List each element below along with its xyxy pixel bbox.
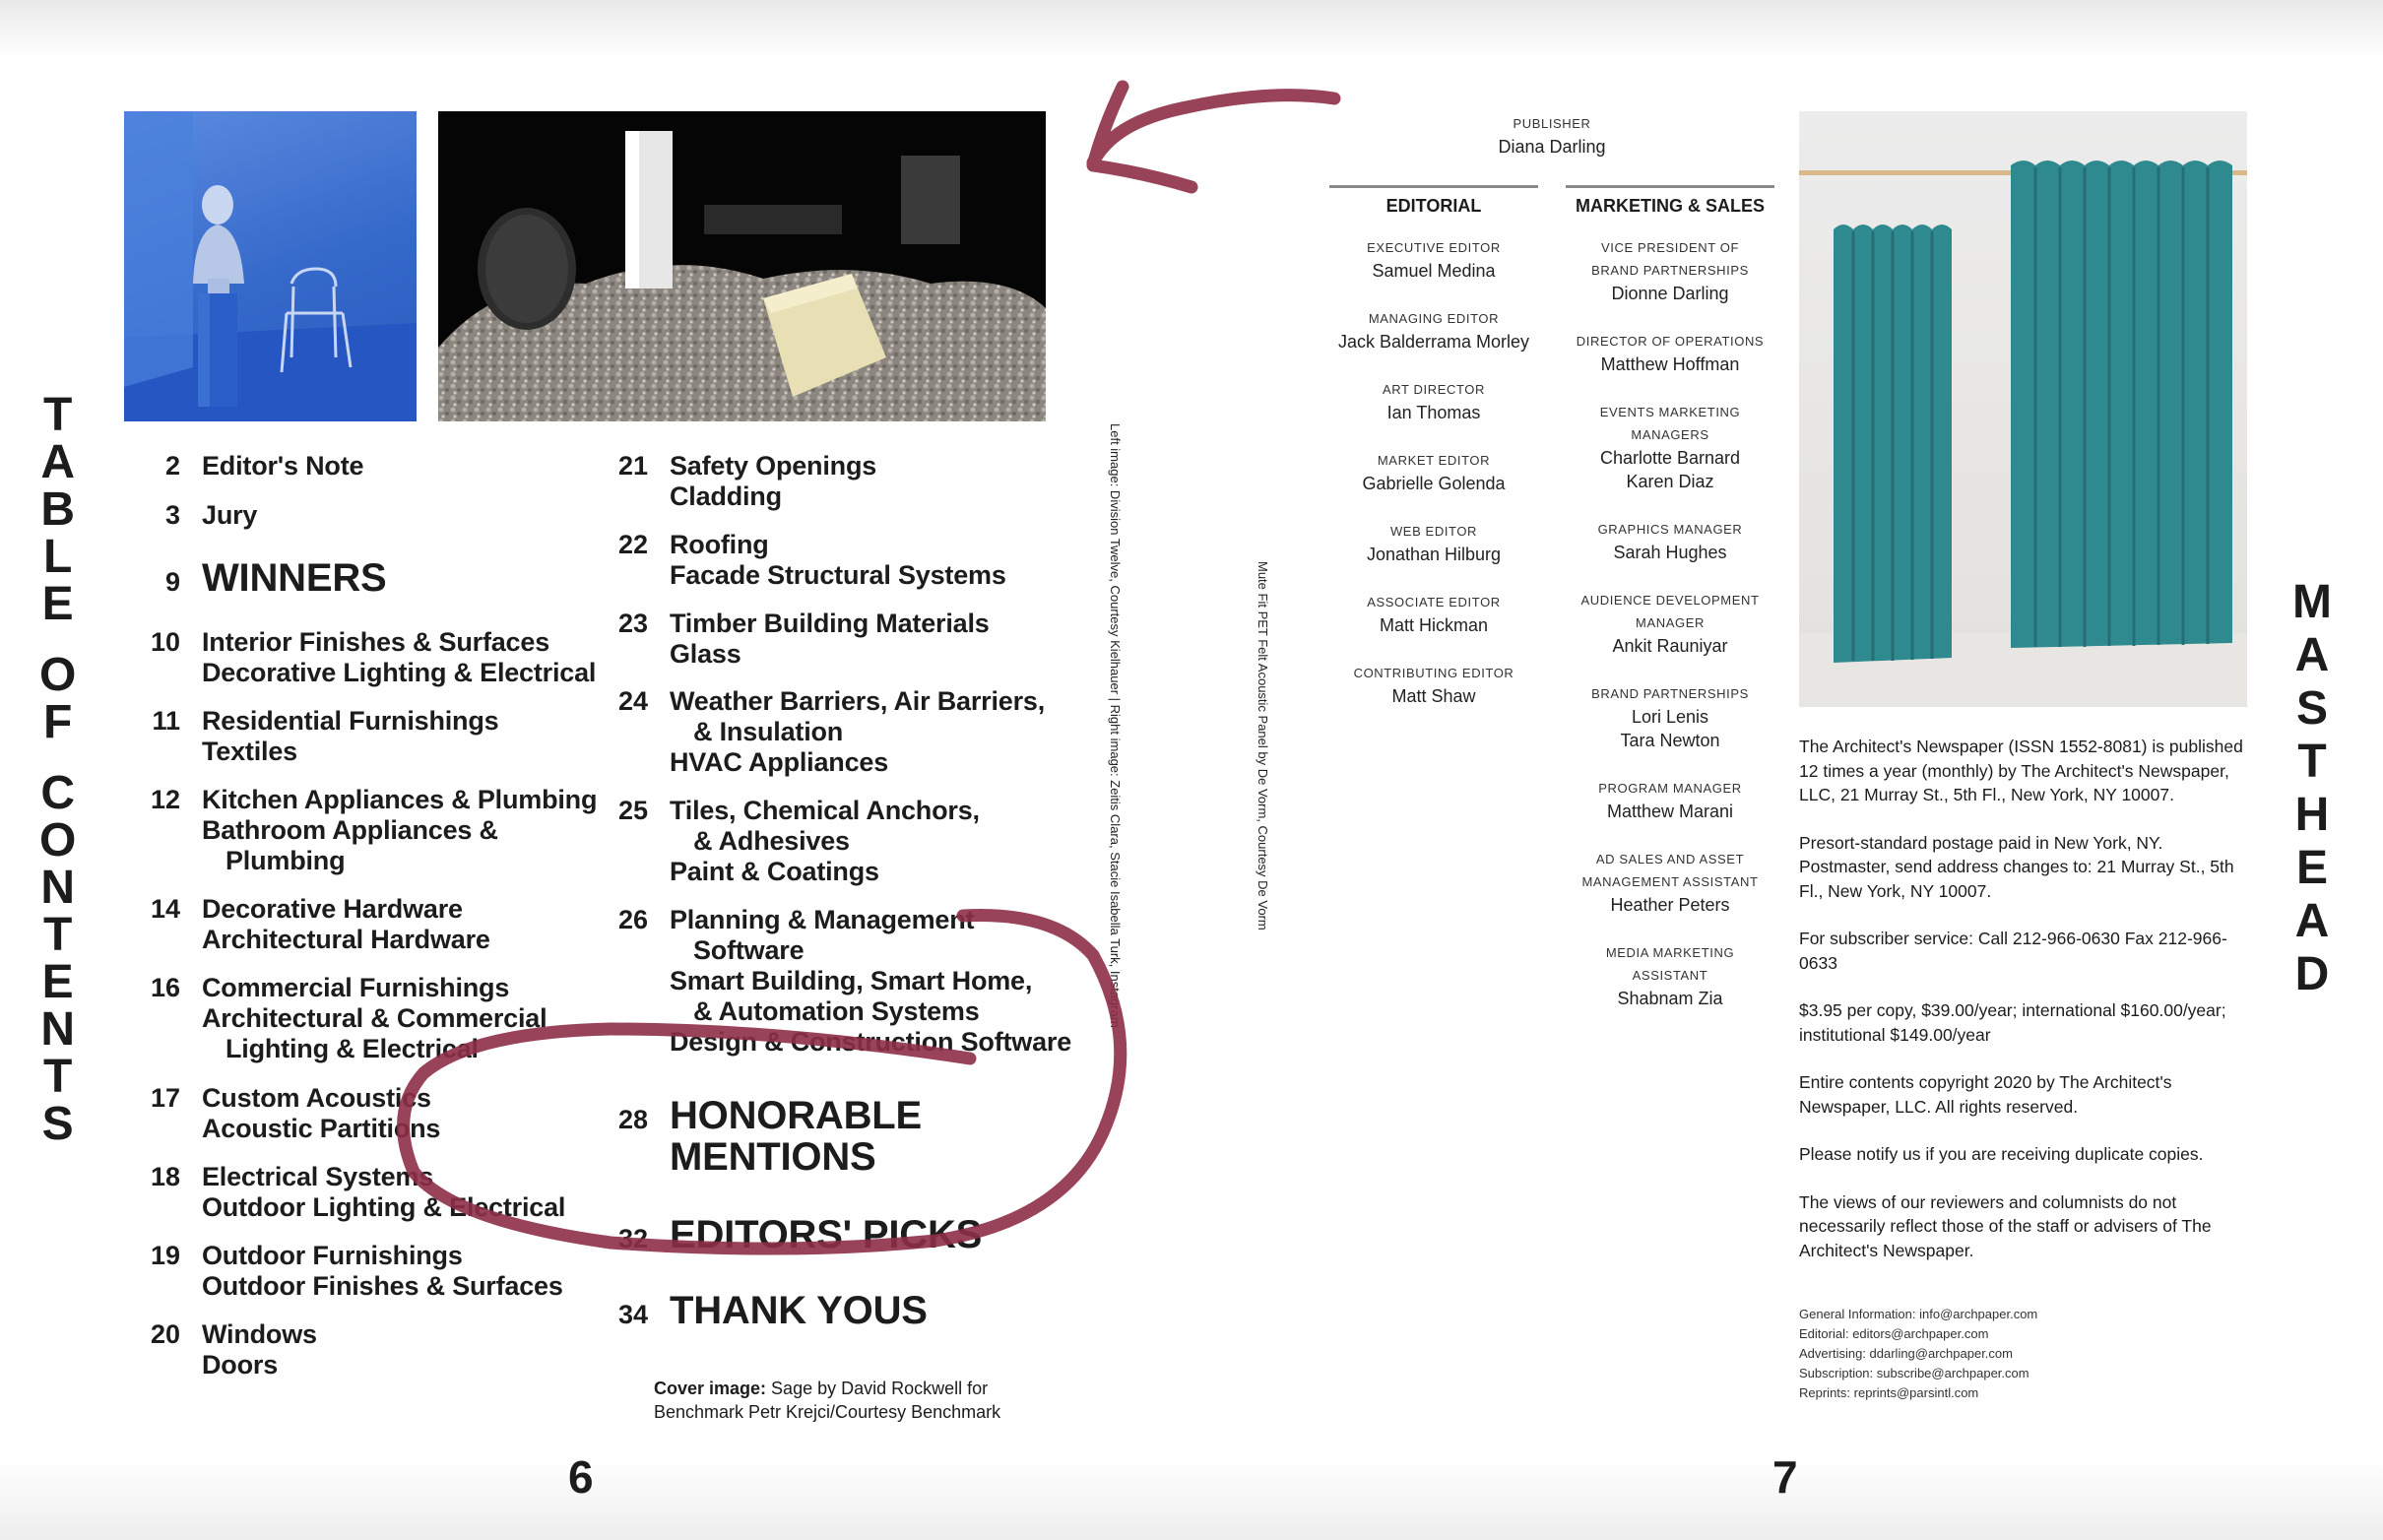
- title-letter: E: [41, 956, 74, 1008]
- title-letter: N: [40, 1003, 75, 1056]
- title-letter: M: [2292, 576, 2332, 628]
- masthead-entry: [1324, 662, 1543, 708]
- right-photo-credit: Mute Fit PET Felt Acoustic Panel by De Vorm, Courtesy De Vorm: [1256, 561, 1270, 930]
- toc-page-number: 12: [150, 785, 180, 814]
- publisher-role: PUBLISHER: [1513, 116, 1591, 131]
- masthead-name: Charlotte Barnard: [1599, 448, 1741, 468]
- toc-page-number: 26: [617, 905, 648, 934]
- toc-entry[interactable]: [123, 451, 363, 481]
- toc-line: Outdoor Furnishings: [202, 1241, 463, 1270]
- masthead-name: Matthew Marani: [1606, 802, 1734, 821]
- editorial-column: [1324, 236, 1543, 733]
- masthead-name: Tara Newton: [1620, 731, 1720, 750]
- toc-entry[interactable]: [591, 609, 990, 670]
- toc-line: HVAC Appliances: [670, 747, 889, 777]
- info-paragraph: The views of our reviewers and columnists do not necessarily reflect those of the staff or advisers of The Architect's Newspaper.: [1799, 1191, 2212, 1260]
- toc-line: Windows: [202, 1319, 317, 1349]
- masthead-role: MANAGERS: [1631, 427, 1709, 442]
- title-letter: N: [40, 862, 75, 914]
- toc-entry[interactable]: [123, 1319, 317, 1380]
- masthead-role: DIRECTOR OF OPERATIONS: [1576, 334, 1765, 349]
- toc-line: Editor's Note: [202, 451, 364, 481]
- masthead-vertical-title: [2292, 576, 2332, 1004]
- toc-page-number: 28: [617, 1105, 648, 1134]
- toc-line: Outdoor Lighting & Electrical: [202, 1192, 566, 1222]
- toc-page-number: 3: [164, 500, 180, 530]
- toc-line: Doors: [202, 1350, 279, 1380]
- masthead-entry: [1324, 449, 1543, 495]
- title-letter: A: [40, 436, 75, 488]
- toc-line: WINNERS: [202, 556, 387, 600]
- toc-line: EDITORS' PICKS: [670, 1213, 983, 1256]
- toc-line: Lighting & Electrical: [225, 1034, 479, 1063]
- masthead-role: AD SALES AND ASSET: [1595, 852, 1745, 866]
- toc-line: Architectural Hardware: [202, 925, 490, 954]
- masthead-entry: [1561, 589, 1779, 658]
- title-letter: H: [2294, 789, 2330, 841]
- masthead-role: ART DIRECTOR: [1383, 382, 1485, 397]
- title-letter: S: [2295, 682, 2328, 735]
- masthead-entry: [1561, 941, 1779, 1010]
- masthead-entry: [1324, 520, 1543, 566]
- cover-credit-label: Cover image:: [654, 1379, 767, 1398]
- cover-credit: [654, 1377, 1000, 1424]
- masthead-name: Jack Balderrama Morley: [1337, 332, 1530, 352]
- toc-line: Interior Finishes & Surfaces: [202, 627, 550, 657]
- toc-page-number: 25: [617, 796, 648, 825]
- toc-line: Residential Furnishings: [202, 706, 499, 736]
- masthead-entry: [1324, 378, 1543, 424]
- toc-line: Cladding: [670, 481, 782, 511]
- toc-line: Custom Acoustics: [202, 1083, 431, 1113]
- editorial-heading: EDITORIAL: [1385, 196, 1482, 216]
- toc-page-number: 18: [150, 1162, 180, 1191]
- marketing-rule: [1566, 185, 1774, 188]
- cover-credit-text: Sage by David Rockwell for: [766, 1379, 989, 1398]
- toc-entry[interactable]: [591, 905, 1071, 1058]
- toc-page-number: 20: [150, 1319, 180, 1349]
- title-letter: C: [40, 767, 75, 819]
- editorial-rule: [1329, 185, 1538, 188]
- masthead-entry: [1561, 236, 1779, 305]
- masthead-entry: [1561, 401, 1779, 493]
- toc-entry[interactable]: [123, 1083, 440, 1144]
- toc-entry[interactable]: [123, 557, 387, 599]
- masthead-role: MANAGEMENT ASSISTANT: [1581, 874, 1759, 889]
- masthead-name: Heather Peters: [1610, 895, 1730, 915]
- toc-line: Electrical Systems: [202, 1162, 434, 1191]
- toc-page-number: 9: [164, 567, 180, 597]
- toc-entry[interactable]: [123, 1241, 563, 1302]
- publication-info: [1799, 735, 2254, 1286]
- masthead-role: PROGRAM MANAGER: [1598, 781, 1742, 796]
- toc-line: Architectural & Commercial: [202, 1003, 547, 1033]
- title-letter: S: [41, 1098, 74, 1150]
- toc-entry[interactable]: [123, 785, 597, 876]
- masthead-entry: [1561, 682, 1779, 752]
- masthead-name: Jonathan Hilburg: [1366, 545, 1502, 564]
- toc-line: Facade Structural Systems: [670, 560, 1006, 590]
- masthead-role: MANAGER: [1636, 615, 1705, 630]
- toc-entry[interactable]: [591, 796, 980, 887]
- masthead-role: MARKET EDITOR: [1377, 453, 1491, 468]
- toc-line: Paint & Coatings: [670, 857, 879, 886]
- toc-page-number: 14: [150, 894, 180, 924]
- title-letter: O: [39, 814, 77, 866]
- page-number-left: 6: [568, 1451, 594, 1503]
- masthead-role: EVENTS MARKETING: [1599, 405, 1741, 419]
- masthead-role: CONTRIBUTING EDITOR: [1353, 666, 1514, 680]
- info-paragraph: Presort-standard postage paid in New York, NY. Postmaster, send address changes to: 21 Murray St., 5th Fl., New York, NY 10007.: [1799, 832, 2234, 901]
- masthead-role: MEDIA MARKETING: [1605, 945, 1735, 960]
- contact-line: General Information: info@archpaper.com: [1799, 1307, 2038, 1321]
- masthead-entry: [1561, 330, 1779, 376]
- contact-line: Reprints: reprints@parsintl.com: [1799, 1385, 1979, 1400]
- masthead-name: Matthew Hoffman: [1600, 354, 1740, 374]
- left-photo-credit: Left image: Division Twelve, Courtesy Kielhauer | Right image: Zeitis Clara, Stacie Isabella Turk, Instagram: [1108, 423, 1123, 1028]
- toc-line: Software: [693, 935, 805, 965]
- title-letter: T: [43, 1051, 73, 1103]
- publisher-block: [1453, 112, 1650, 159]
- toc-vertical-title: [39, 389, 77, 1150]
- masthead-name: Matt Shaw: [1391, 686, 1476, 706]
- toc-line: Outdoor Finishes & Surfaces: [202, 1271, 563, 1301]
- title-letter: E: [2295, 842, 2328, 894]
- masthead-name: Matt Hickman: [1379, 615, 1489, 635]
- arrow-annotation: [1093, 96, 1334, 162]
- masthead-name: Shabnam Zia: [1617, 989, 1723, 1008]
- masthead-role: EXECUTIVE EDITOR: [1367, 240, 1501, 255]
- toc-entry[interactable]: [123, 706, 498, 767]
- masthead-entry: [1561, 518, 1779, 564]
- toc-line: Glass: [670, 639, 741, 669]
- toc-line: Design & Construction Software: [670, 1027, 1072, 1057]
- toc-line: Bathroom Appliances &: [202, 815, 498, 845]
- toc-page-number: 19: [150, 1241, 180, 1270]
- toc-entry[interactable]: [591, 1214, 982, 1255]
- toc-page-number: 16: [150, 973, 180, 1002]
- toc-page-number: 24: [617, 686, 648, 716]
- toc-entry[interactable]: [123, 973, 547, 1064]
- toc-line: & Insulation: [693, 717, 844, 746]
- masthead-role: MANAGING EDITOR: [1368, 311, 1500, 326]
- info-paragraph: Entire contents copyright 2020 by The Architect's Newspaper, LLC. All rights reserved.: [1799, 1072, 2172, 1117]
- masthead-entry: [1324, 591, 1543, 637]
- contact-line: Subscription: subscribe@archpaper.com: [1799, 1366, 2029, 1380]
- toc-line: Kitchen Appliances & Plumbing: [202, 785, 598, 814]
- contact-emails: [1799, 1305, 2154, 1403]
- toc-entry[interactable]: [123, 1162, 565, 1223]
- masthead-role: WEB EDITOR: [1389, 524, 1478, 539]
- toc-line: Timber Building Materials: [670, 609, 990, 638]
- masthead-role: GRAPHICS MANAGER: [1597, 522, 1743, 537]
- masthead-name: Lori Lenis: [1631, 707, 1709, 727]
- title-letter: L: [43, 531, 73, 583]
- contact-line: Editorial: editors@archpaper.com: [1799, 1326, 1989, 1341]
- toc-entry[interactable]: [123, 500, 257, 531]
- masthead-role: ASSOCIATE EDITOR: [1367, 595, 1501, 610]
- blue-room-photo: [124, 111, 417, 421]
- marketing-column: [1561, 236, 1779, 1035]
- contact-line: Advertising: ddarling@archpaper.com: [1799, 1346, 2013, 1361]
- toc-page-number: 32: [617, 1224, 648, 1253]
- toc-page-number: 23: [617, 609, 648, 638]
- toc-page-number: 17: [150, 1083, 180, 1113]
- toc-line: Decorative Hardware: [202, 894, 463, 924]
- toc-entry[interactable]: [591, 1095, 922, 1178]
- masthead-role: BRAND PARTNERSHIPS: [1591, 686, 1749, 701]
- masthead-role: AUDIENCE DEVELOPMENT: [1580, 593, 1760, 608]
- toc-line: Plumbing: [225, 846, 346, 875]
- toc-line: & Automation Systems: [693, 996, 980, 1026]
- title-letter: T: [2297, 736, 2327, 788]
- masthead-entry: [1324, 236, 1543, 283]
- title-letter: T: [43, 389, 73, 441]
- title-letter: D: [2294, 948, 2330, 1000]
- materials-photo: [438, 111, 1046, 421]
- masthead-name: Karen Diaz: [1626, 472, 1714, 491]
- toc-line: & Adhesives: [693, 826, 850, 856]
- toc-entry[interactable]: [591, 530, 1006, 591]
- acoustic-panel-photo: [1799, 111, 2247, 707]
- toc-page-number: 11: [152, 706, 180, 736]
- masthead-role: VICE PRESIDENT OF: [1601, 240, 1739, 255]
- toc-line: Weather Barriers, Air Barriers,: [670, 686, 1045, 716]
- toc-line: Jury: [202, 500, 258, 530]
- publisher-name: Diana Darling: [1498, 137, 1606, 157]
- title-letter: A: [2294, 895, 2330, 947]
- toc-page-number: 2: [164, 451, 180, 481]
- info-paragraph: $3.95 per copy, $39.00/year; international $160.00/year; institutional $149.00/year: [1799, 1000, 2226, 1045]
- page-number-right: 7: [1772, 1451, 1798, 1503]
- toc-line: Commercial Furnishings: [202, 973, 510, 1002]
- toc-entry[interactable]: [591, 686, 1045, 778]
- masthead-name: Ankit Rauniyar: [1612, 636, 1728, 656]
- toc-line: Planning & Management: [670, 905, 975, 934]
- info-paragraph: The Architect's Newspaper (ISSN 1552-8081) is published 12 times a year (monthly) by The Architect's Newspaper, LLC, 21 Murray St., 5th Fl., New York, NY 10007.: [1799, 737, 2243, 804]
- title-letter: T: [43, 909, 73, 961]
- toc-entry[interactable]: [123, 894, 490, 955]
- masthead-entry: [1324, 307, 1543, 353]
- toc-page-number: 21: [617, 451, 648, 481]
- toc-line: Decorative Lighting & Electrical: [202, 658, 597, 687]
- toc-line: Safety Openings: [670, 451, 877, 481]
- toc-line: Acoustic Partitions: [202, 1114, 441, 1143]
- cover-credit-line2: Benchmark Petr Krejci/Courtesy Benchmark: [654, 1402, 1001, 1422]
- masthead-name: Sarah Hughes: [1613, 543, 1727, 562]
- masthead-name: Dionne Darling: [1611, 284, 1729, 303]
- info-paragraph: Please notify us if you are receiving duplicate copies.: [1799, 1144, 2204, 1164]
- toc-page-number: 22: [617, 530, 648, 559]
- title-letter: F: [43, 696, 73, 748]
- toc-entry[interactable]: [591, 1290, 928, 1331]
- title-letter: O: [39, 649, 77, 701]
- masthead-entry: [1561, 777, 1779, 823]
- toc-entry[interactable]: [591, 451, 876, 512]
- toc-line: HONORABLE: [670, 1094, 922, 1137]
- toc-line: MENTIONS: [670, 1135, 876, 1179]
- masthead-name: Samuel Medina: [1372, 261, 1496, 281]
- masthead-entry: [1561, 848, 1779, 917]
- masthead-role: BRAND PARTNERSHIPS: [1591, 263, 1749, 278]
- toc-line: Textiles: [202, 737, 297, 766]
- title-letter: E: [41, 578, 74, 630]
- masthead-name: Ian Thomas: [1386, 403, 1481, 422]
- info-paragraph: For subscriber service: Call 212-966-0630 Fax 212-966-0633: [1799, 929, 2227, 973]
- masthead-name: Gabrielle Golenda: [1362, 474, 1506, 493]
- title-letter: A: [2294, 629, 2330, 681]
- toc-line: Smart Building, Smart Home,: [670, 966, 1033, 995]
- title-letter: B: [40, 483, 75, 536]
- toc-entry[interactable]: [123, 627, 596, 688]
- marketing-heading: MARKETING & SALES: [1575, 196, 1765, 216]
- toc-page-number: 10: [150, 627, 180, 657]
- toc-line: Roofing: [670, 530, 769, 559]
- toc-page-number: 34: [617, 1300, 648, 1329]
- masthead-role: ASSISTANT: [1632, 968, 1708, 983]
- toc-line: Tiles, Chemical Anchors,: [670, 796, 980, 825]
- toc-line: THANK YOUS: [670, 1289, 928, 1332]
- arrow-head-annotation: [1093, 87, 1192, 187]
